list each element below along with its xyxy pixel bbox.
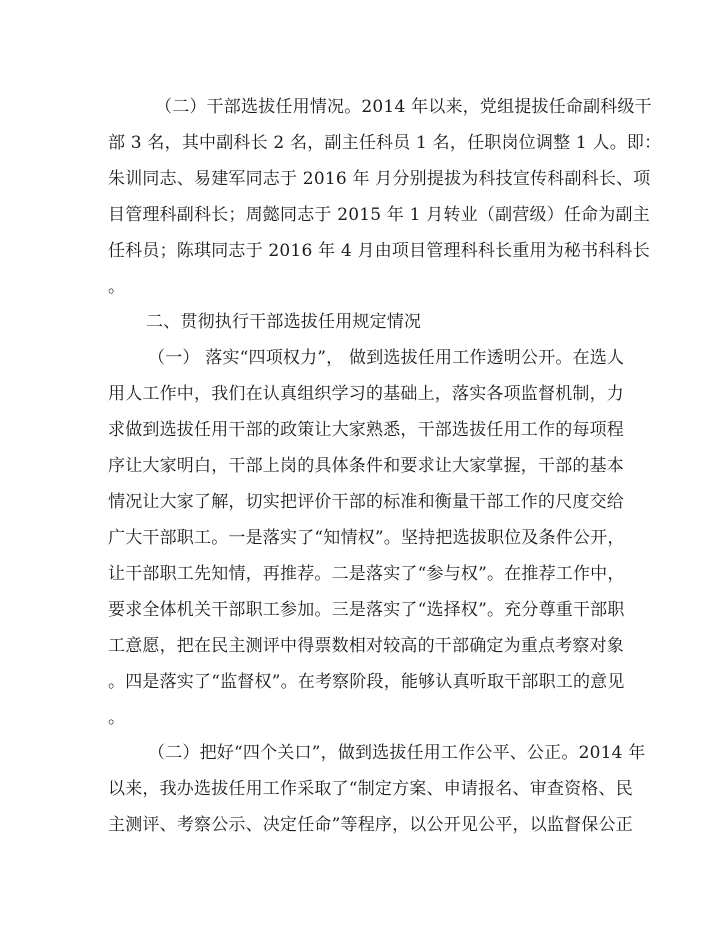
- text-line-3: 朱训同志、易建军同志于 2016 年 月分别提拔为科技宣传科副科长、项: [108, 169, 651, 189]
- text-line-10: 求做到选拔任用干部的政策让大家熟悉，干部选拔任用工作的每项程: [108, 420, 624, 440]
- text-line-8: （一） 落实“四项权力”， 做到选拔任用工作透明公开。在选人: [148, 348, 625, 368]
- section-heading: 二、贯彻执行干部选拔任用规定情况: [146, 312, 422, 332]
- text-line-20: 以来，我办选拔任用工作采取了“制定方案、申请报名、审查资格、民: [108, 779, 633, 799]
- text-line-21: 主测评、考察公示、决定任命”等程序，以公开见公平，以监督保公正: [108, 815, 633, 835]
- text-line-17: 。四是落实了“监督权”。在考察阶段，能够认真听取干部职工的意见: [108, 672, 625, 692]
- text-line-14: 让干部职工先知情，再推荐。二是落实了“参与权”。在推荐工作中，: [108, 564, 625, 584]
- text-line-5: 任科员；陈琪同志于 2016 年 4 月由项目管理科科长重用为秘书科科长: [108, 241, 650, 261]
- text-line-12: 情况让大家了解，切实把评价干部的标准和衡量干部工作的尺度交给: [108, 492, 624, 512]
- text-line-4: 目管理科副科长；周懿同志于 2015 年 1 月转业（副营级）任命为副主: [108, 205, 650, 225]
- text-line-6: 。: [108, 277, 126, 297]
- text-line-11: 序让大家明白，干部上岗的具体条件和要求让大家掌握，干部的基本: [108, 456, 624, 476]
- text-line-9: 用人工作中，我们在认真组织学习的基础上，落实各项监督机制，力: [108, 384, 624, 404]
- text-line-2: 部 3 名，其中副科长 2 名，副主任科员 1 名，任职岗位调整 1 人。即：: [108, 133, 662, 153]
- text-line-13: 广大干部职工。一是落实了“知情权”。坚持把选拔职位及条件公开，: [108, 528, 625, 548]
- text-line-15: 要求全体机关干部职工参加。三是落实了“选择权”。充分尊重干部职: [108, 600, 625, 620]
- text-line-19: （二）把好“四个关口”，做到选拔任用工作公平、公正。2014 年: [148, 743, 646, 763]
- text-line-1: （二）干部选拔任用情况。2014 年以来，党组提拔任命副科级干: [155, 97, 652, 117]
- text-line-18: 。: [108, 708, 126, 728]
- text-line-16: 工意愿，把在民主测评中得票数相对较高的干部确定为重点考察对象: [108, 636, 624, 656]
